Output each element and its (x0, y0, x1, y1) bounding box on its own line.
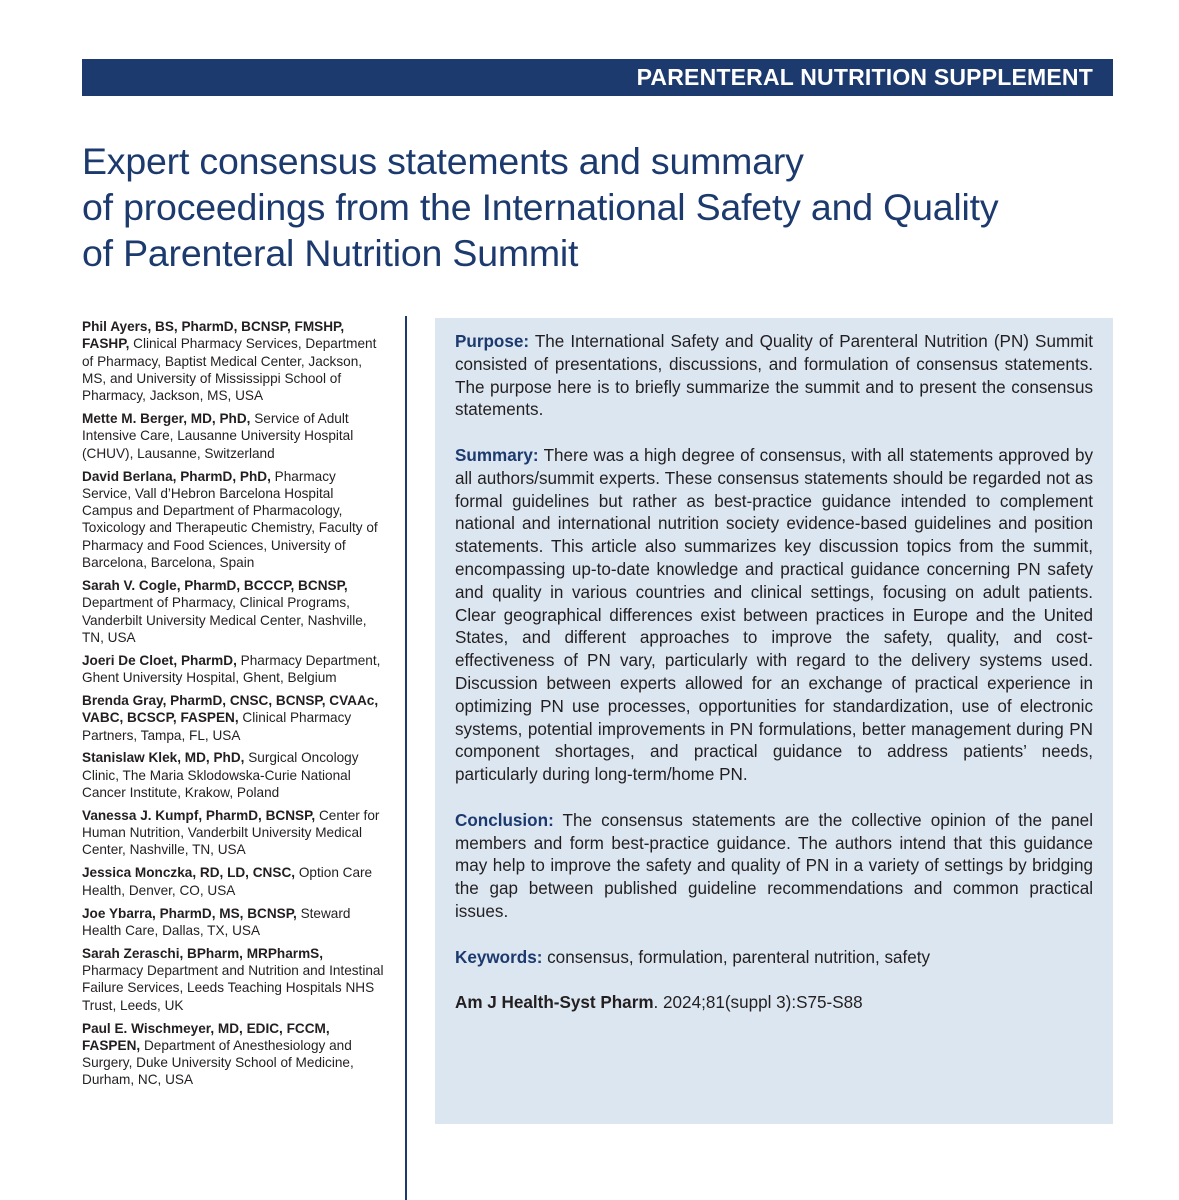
section-banner (82, 59, 1113, 96)
title-line: of Parenteral Nutrition Summit (82, 232, 579, 274)
author-entry (82, 945, 386, 1014)
keywords-label: Keywords: (455, 947, 543, 967)
purpose-text: The International Safety and Quality of Parenteral Nutrition (PN) Summit consisted of presentations, discussions, and formulation of consensus statements. The purpose here is to briefly summarize the summit and to present the consensus statements. (455, 332, 1093, 420)
author-affiliation: Surgical Oncology Clinic, The Maria Sklodowska-Curie National Cancer Institute, Krakow, Poland (82, 750, 359, 800)
title-line: of proceedings from the International Safety and Quality (82, 186, 999, 228)
author-entry (82, 318, 386, 404)
conclusion-label: Conclusion: (455, 810, 554, 830)
author-affiliation: Clinical Pharmacy Partners, Tampa, FL, USA (82, 710, 352, 743)
author-affiliation: Department of Anesthesiology and Surgery, Duke University School of Medicine, Durham, NC, USA (82, 1037, 354, 1088)
author-entry (82, 652, 386, 687)
author-name: Mette M. Berger, MD, PhD, (82, 411, 251, 427)
summary-label: Summary: (455, 445, 539, 465)
author-affiliation: Pharmacy Service, Vall d’Hebron Barcelona Hospital Campus and Department of Pharmacology, Toxicology and Therapeutic Chemistry, Faculty of Pharmacy and Food Sciences, University of Barcelona, Barcelona, Spain (82, 468, 378, 571)
abstract-box (435, 318, 1113, 1124)
author-name: Phil Ayers, BS, PharmD, BCNSP, FMSHP, FASHP, (82, 319, 345, 352)
journal-citation (455, 992, 1093, 1015)
author-name: Sarah Zeraschi, BPharm, MRPharmS, (82, 945, 323, 961)
abstract-summary (455, 445, 1093, 787)
author-entry (82, 692, 386, 744)
author-name: Paul E. Wischmeyer, MD, EDIC, FCCM, FASPEN, (82, 1020, 330, 1053)
abstract-conclusion (455, 810, 1093, 924)
title-line: Expert consensus statements and summary (82, 140, 804, 182)
author-name: Sarah V. Cogle, PharmD, BCCCP, BCNSP, (82, 577, 348, 593)
author-list (82, 318, 386, 1094)
author-affiliation: Service of Adult Intensive Care, Lausanne University Hospital (CHUV), Lausanne, Switzerland (82, 411, 354, 461)
banner-label: PARENTERAL NUTRITION SUPPLEMENT (636, 64, 1093, 90)
author-name: Vanessa J. Kumpf, PharmD, BCNSP, (82, 807, 316, 823)
author-name: David Berlana, PharmD, PhD, (82, 468, 271, 484)
author-entry (82, 577, 386, 646)
article-title (82, 138, 1142, 276)
author-name: Brenda Gray, PharmD, CNSC, BCNSP, CVAAc, VABC, BCSCP, FASPEN, (82, 692, 379, 726)
author-affiliation: Center for Human Nutrition, Vanderbilt University Medical Center, Nashville, TN, USA (82, 807, 380, 858)
author-name: Stanislaw Klek, MD, PhD, (82, 750, 245, 766)
abstract-purpose (455, 331, 1093, 422)
author-entry (82, 864, 386, 899)
author-name: Joe Ybarra, PharmD, MS, BCNSP, (82, 905, 297, 921)
author-entry (82, 807, 386, 859)
author-name: Jessica Monczka, RD, LD, CNSC, (82, 865, 296, 881)
author-name: Joeri De Cloet, PharmD, (82, 652, 237, 668)
conclusion-text: The consensus statements are the collective opinion of the panel members and form best-practice guidance. The authors intend that this guidance may help to improve the safety and quality of PN in a variety of settings by bridging the gap between published guideline recommendations and common practical issues. (455, 810, 1093, 921)
journal-name: Am J Health-Syst Pharm (455, 993, 654, 1013)
author-entry (82, 468, 386, 572)
purpose-label: Purpose: (455, 332, 530, 351)
keywords-text: consensus, formulation, parenteral nutrition, safety (542, 947, 931, 967)
author-entry (82, 410, 386, 462)
author-affiliation: Clinical Pharmacy Services, Department of Pharmacy, Baptist Medical Center, Jackson, MS, and University of Mississippi School of Pharmacy, Jackson, MS, USA (82, 336, 377, 404)
column-divider (405, 316, 407, 1200)
author-entry (82, 749, 386, 801)
author-affiliation: Department of Pharmacy, Clinical Programs, Vanderbilt University Medical Center, Nashville, TN, USA (82, 595, 367, 645)
author-entry (82, 905, 386, 940)
author-affiliation: Steward Health Care, Dallas, TX, USA (82, 905, 351, 938)
abstract-keywords (455, 947, 1093, 970)
author-entry (82, 1020, 386, 1089)
author-affiliation: Pharmacy Department, Ghent University Hospital, Ghent, Belgium (82, 652, 381, 686)
author-affiliation: Pharmacy Department and Nutrition and Intestinal Failure Services, Leeds Teaching Hospitals NHS Trust, Leeds, UK (82, 963, 384, 1013)
citation-details: . 2024;81(suppl 3):S75-S88 (653, 993, 863, 1013)
author-affiliation: Option Care Health, Denver, CO, USA (82, 865, 373, 898)
summary-text: There was a high degree of consensus, with all statements approved by all authors/summit experts. These consensus statements should be regarded not as formal guidelines but rather as best-practice guidance intended to complement national and international nutrition society evidence-based guidelines and position statements. This article also summarizes key discussion topics from the summit, encompassing up-to-date knowledge and practical guidance concerning PN safety and quality in various countries and clinical settings, focusing on adult patients. Clear geographical differences exist between practices in Europe and the United States, and different approaches to improve the safety, quality, and cost-effectiveness of PN vary, particularly with regard to the delivery systems used. Discussion between experts allowed for an exchange of practical experience in optimizing PN use processes, opportunities for standardization, use of electronic systems, potential improvements in PN formulations, better management during PN component shortages, and practical guidance to address patients’ needs, particularly during long-term/home PN. (455, 445, 1093, 785)
